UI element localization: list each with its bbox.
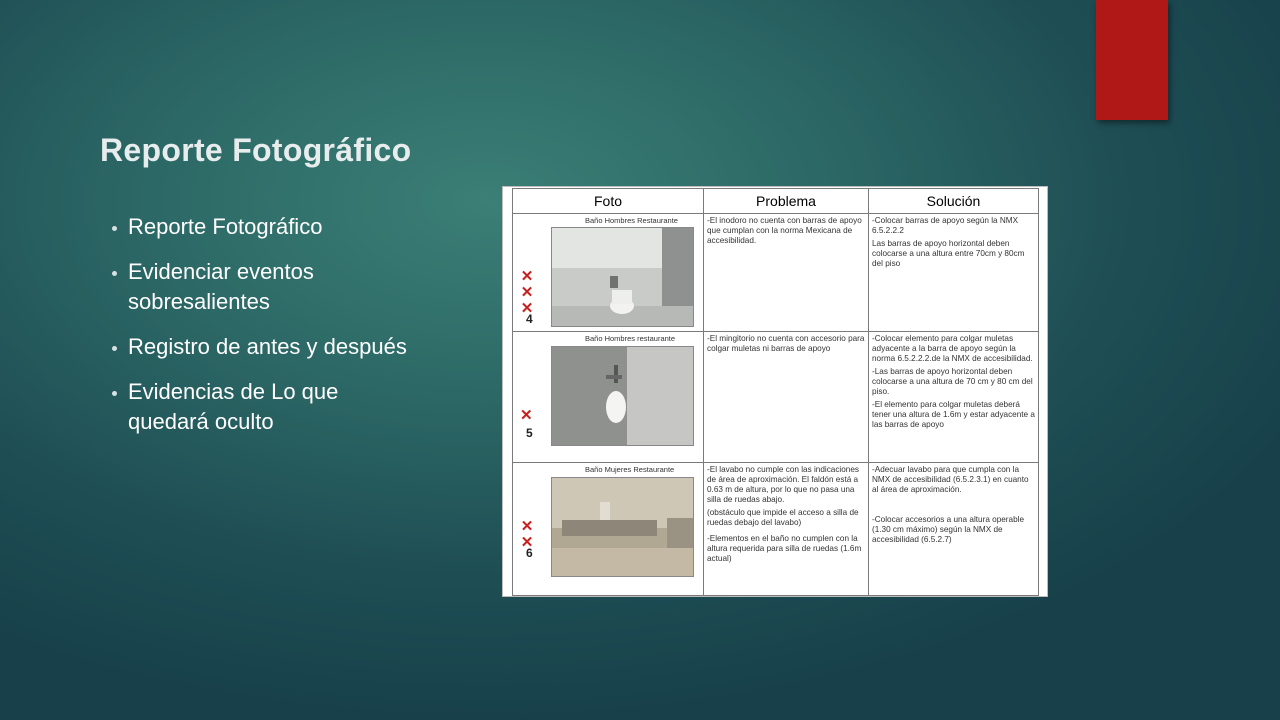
- problem-cell: -El lavabo no cumple con las indicaciones de área de aproximación. El faldón está a 0.63 m de altura, por lo que no pasa una silla de ruedas abajo. (obstáculo que impide el acceso a silla de ruedas debajo del lavabo) -Elementos en el baño no cumplen con la altura requerida para silla de ruedas (1.6m actual): [704, 463, 869, 596]
- problem-cell: -El mingitorio no cuenta con accesorio para colgar muletas ni barras de apoyo: [704, 332, 869, 462]
- bullet-dot-icon: [112, 226, 117, 231]
- solution-cell: -Adecuar lavabo para que cumpla con la NMX de accesibilidad (6.5.2.3.1) en cuanto al área de aproximación. -Colocar accesorios a una altura operable (1.30 cm máximo) según la NMX de accesibilidad (6.5.2.7): [872, 465, 1029, 544]
- bullet-item: Registro de antes y después: [112, 332, 412, 362]
- photo-cell: [513, 463, 704, 596]
- photo-caption: Baño Hombres restaurante: [585, 334, 676, 343]
- header-foto: Foto: [513, 189, 704, 214]
- item-number: 6: [526, 546, 533, 560]
- toilet-photo: [551, 227, 694, 327]
- bullet-item: Evidencias de Lo que quedará oculto: [112, 377, 412, 437]
- x-mark-icon: ✕: [520, 407, 533, 424]
- solution-cell: -Colocar elemento para colgar muletas adyacente a la barra de apoyo según la norma 6.5.2.2.2.de la NMX de accesibilidad. -Las barras de apoyo horizontal deben colocarse a una altura de 70 cm y 80 cm del piso. -El elemento para colgar muletas deberá tener una altura de 1.6m y estar adyacente a las barras de apoyo: [872, 334, 1035, 429]
- photo-report-table: [502, 186, 1048, 597]
- accent-bar: [1096, 0, 1168, 120]
- item-number: 5: [526, 426, 533, 440]
- x-mark-icon: ✕✕: [518, 517, 535, 549]
- bullet-dot-icon: [112, 271, 117, 276]
- bullet-item: Evidenciar eventos sobresalientes: [112, 257, 412, 317]
- bullet-dot-icon: [112, 346, 117, 351]
- bullet-dot-icon: [112, 391, 117, 396]
- photo-cell: [513, 214, 704, 331]
- table-row: [513, 214, 1038, 332]
- solution-cell: -Colocar barras de apoyo según la NMX 6.5.2.2.2 Las barras de apoyo horizontal deben colocarse a una altura entre 70cm y 80cm del piso: [872, 216, 1025, 268]
- bullet-item: Reporte Fotográfico: [112, 212, 412, 242]
- table-row: [513, 332, 1038, 463]
- defect-marks: [520, 267, 540, 315]
- photo-cell: [513, 332, 704, 462]
- defect-marks: [520, 407, 540, 424]
- bullet-list: [112, 212, 412, 452]
- header-problema: Problema: [704, 189, 869, 214]
- problem-cell: -El inodoro no cuenta con barras de apoyo que cumplan con la norma Mexicana de accesibilidad.: [704, 214, 869, 331]
- urinal-photo: [551, 346, 694, 446]
- defect-marks: [520, 517, 540, 549]
- x-mark-icon: ✕✕✕: [518, 267, 535, 315]
- table-grid: [512, 188, 1039, 596]
- table-row: [513, 463, 1038, 596]
- photo-caption: Baño Mujeres Restaurante: [585, 465, 675, 474]
- item-number: 4: [526, 312, 533, 326]
- slide-title: Reporte Fotográfico: [100, 132, 412, 168]
- sink-photo: [551, 477, 694, 577]
- photo-caption: Baño Hombres Restaurante: [585, 216, 678, 225]
- header-solucion: Solución: [869, 189, 1038, 214]
